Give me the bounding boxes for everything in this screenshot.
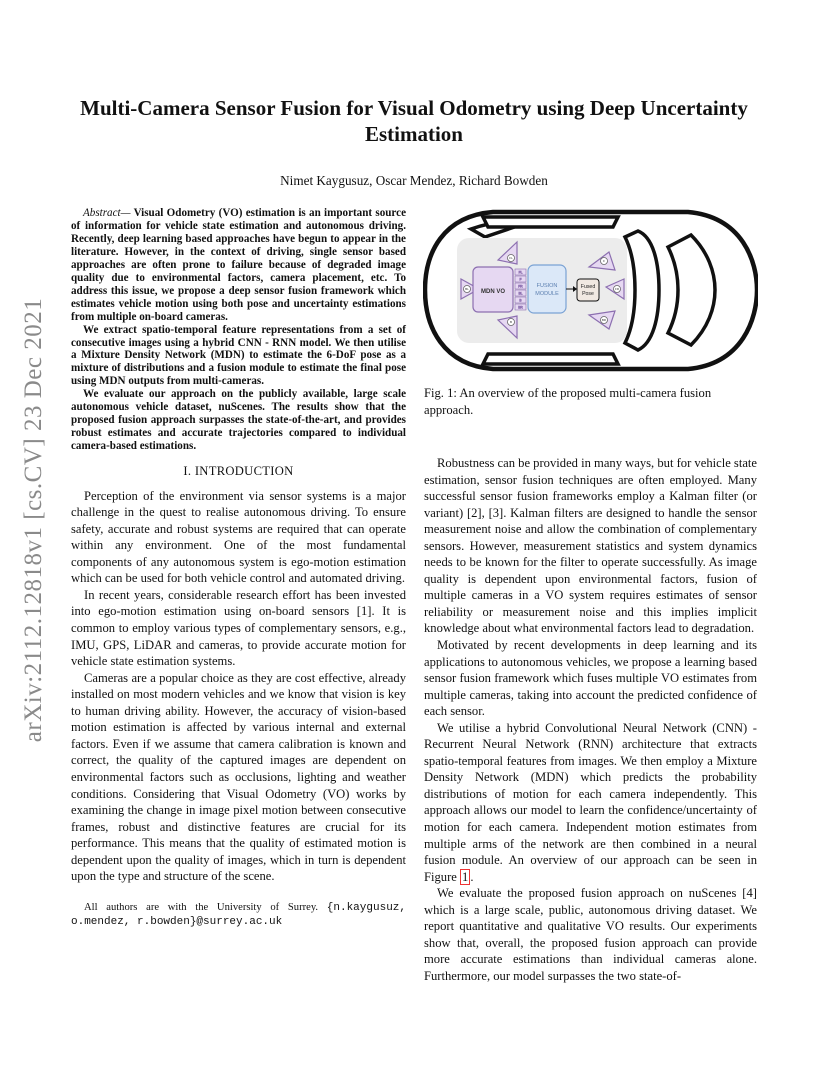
fusion-label-1: FUSION — [536, 283, 558, 289]
camera-f-label: F — [603, 259, 605, 263]
abstract-paragraph-2: We extract spatio-temporal feature representations from a set of consecutive images using a hybrid CNN - RNN model. We then utilise a Mixture Density Network (MDN) to estimate the 6-DoF pose as a mixture of distributions and a fusion module to estimate the final pose using MDN outputs from multi-cameras. — [71, 323, 406, 388]
fused-pose-box — [577, 279, 599, 301]
car-diagram — [423, 207, 758, 374]
fusion-module-box — [528, 265, 566, 313]
fusion-label-2: MODULE — [535, 291, 559, 297]
body-paragraph — [424, 720, 757, 885]
body-paragraph-text: We utilise a hybrid Convolutional Neural Network (CNN) - Recurrent Neural Network (RNN) architecture that extracts spatio-temporal features from images. We then employ a Mixture Density Network (MDN) which predicts the probability distributions of motion for each camera independently. This approach allows our model to learn the confidence/uncertainty of motion for each camera. Independent motion estimates from multiple arms of the network are then combined in a neural fusion module. An overview of our approach can be seen in Figure — [424, 720, 757, 884]
arxiv-stamp-text: arXiv:2112.12818v1 [cs.CV] 23 Dec 2021 — [20, 297, 47, 743]
body-paragraph: Perception of the environment via sensor systems is a major challenge in the quest to realise autonomous driving. To ensure safety, accurate and robust systems are required that can operate within any environment. One of the most fundamental components of any autonomous system is ego-motion estimation which can be used for both vehicle control and automated driving. — [71, 488, 406, 586]
body-paragraph: Robustness can be provided in many ways, but for vehicle state estimation, sensor fusion techniques are often employed. Many successful sensor fusion frameworks employ a Kalman filter (or variant) [2], [3]. Kalman filters are designed to handle the sensor measurement noise and allow the combination of complementary sensors. However, measurement statistics and system dynamics needs to be known for the filter to operate successfully. As image quality is dependent upon environmental factors, fusion of multiple cameras in a VO system requires estimates of sensor reliability or measurement noise and this implies implicit knowledge about what environmental factors lead to degradation. — [424, 456, 758, 636]
camera-fr-label: FR — [615, 287, 619, 291]
paragraph-end: . — [470, 869, 474, 884]
left-column — [71, 207, 406, 941]
figure-link[interactable]: 1 — [462, 869, 469, 884]
footnote — [71, 901, 406, 930]
camera-fl-label: FL — [509, 256, 513, 260]
output-b-label: B — [519, 298, 522, 303]
body-paragraph: We evaluate the proposed fusion approach on nuScenes [4] which is a large scale, public, autonomous driving dataset. We report quantitative and qualitative VO results. Our experiments show that, overall, the proposed fusion approach can provide more accurate estimations than individual cameras alone. Furthermore, our model surpasses the two state-of- — [424, 886, 757, 983]
output-fr-label: FR — [518, 284, 523, 289]
camera-b-label: B — [509, 320, 513, 324]
abstract-paragraph-3: We evaluate our approach on the publicly available, large scale autonomous vehicle dataset, nuScenes. The results show that the proposed fusion approach surpasses the state-of-the-art, and provides robust estimates and accurate trajectories compared to individual camera-based estimations. — [71, 388, 406, 453]
fused-pose-label-2: Pose — [582, 291, 594, 297]
output-f-label: F — [519, 277, 522, 282]
figure-caption: Fig. 1: An overview of the proposed multi-camera fusion approach. — [424, 386, 712, 417]
output-bl-label: BL — [518, 291, 523, 296]
paper-authors: Nimet Kaygusuz, Oscar Mendez, Richard Bowden — [280, 173, 548, 188]
paper-title: Multi-Camera Sensor Fusion for Visual Odometry using Deep Uncertainty Estimation — [80, 96, 748, 146]
output-fl-label: FL — [518, 270, 523, 275]
right-column — [424, 455, 757, 985]
arxiv-stamp — [14, 285, 54, 755]
footnote-text: All authors are with the University of Surrey. — [84, 901, 327, 913]
camera-bl-label: BL — [465, 287, 469, 291]
footnote-emails[interactable]: {n.kaygusuz, o.mendez, r.bowden}@surrey.ac.uk — [71, 901, 406, 929]
abstract-text-1: Visual Odometry (VO) estimation is an important source of information for vehicle state estimation and autonomous driving. Recently, deep learning based approaches have begun to appear in the literature. However, in the context of driving, single sensor based approaches are often prone to failure because of degraded image quality due to environmental factors, camera placement, etc. To address this issue, we propose a deep sensor fusion framework which estimates vehicle motion using both pose and uncertainty estimations from multiple on-board cameras. — [71, 207, 406, 323]
section-heading: I. INTRODUCTION — [183, 464, 294, 479]
abstract-label: Abstract— — [83, 207, 131, 219]
fused-pose-label-1: Fused — [580, 284, 596, 290]
body-paragraph: In recent years, considerable research effort has been invested into ego-motion estimation using on-board sensors [1]. It is common to employ various types of complementary sensors, e.g., IMU, GPS, LiDAR and cameras, to provide accurate motion for vehicle state estimation systems. — [71, 587, 406, 669]
body-paragraph: Motivated by recent developments in deep learning and its applications to autonomous vehicles, we propose a learning based sensor fusion framework which fuses multiple VO estimates from multiple cameras, taking into account the predicted confidence of each sensor. — [424, 638, 757, 719]
camera-br-label: BR — [601, 318, 607, 322]
mdn-vo-label: MDN VO — [481, 289, 505, 295]
output-br-label: BR — [518, 305, 523, 310]
roof-bar-top — [483, 217, 618, 227]
abstract — [71, 207, 406, 453]
abstract-paragraph-1 — [71, 207, 406, 324]
roof-bar-bottom — [483, 354, 618, 364]
body-paragraph: Cameras are a popular choice as they are cost effective, already installed on most modern vehicles and we know that vision is key to human driving ability. However, the accuracy of vision-based motion estimation is affected by various internal and external factors. Even if we assume that camera calibration is known and correct, the quality of the captured images are dependent on environmental factors such as occlusions, lighting and weather conditions. Considering that Visual Odometry (VO) works by examining the change in image pixel motion between consecutive frames, robust and distinctive features are crucial for its performance. This means that the quality of estimated motion is dependent upon the quality of images, which in turn is dependent upon the type and structure of the scene. — [71, 670, 406, 884]
figure-1 — [423, 207, 758, 374]
